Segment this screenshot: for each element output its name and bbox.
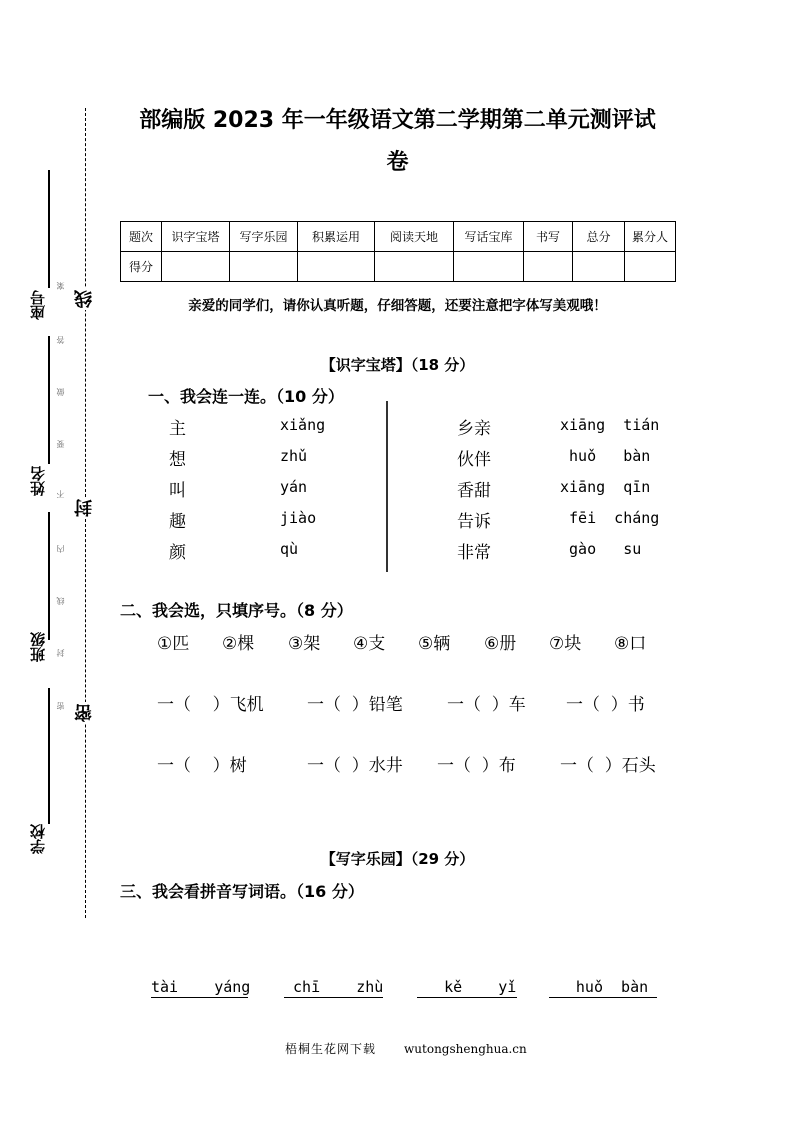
fill-blank-item[interactable]: 一（ ）布 [437, 756, 516, 776]
pinyin-blank[interactable]: chī zhù [284, 978, 393, 996]
match-pinyin-pair: xiāng tián [560, 416, 660, 434]
header-cell: 阅读天地 [375, 222, 454, 252]
option-item: ①匹 [157, 634, 190, 654]
header-cell: 写话宝库 [454, 222, 524, 252]
match-word: 告诉 [457, 512, 491, 532]
match-char: 趣 [169, 512, 186, 532]
match-pinyin: yán [280, 478, 308, 496]
section-heading-xiezi: 【写字乐园】（29 分） [320, 850, 475, 868]
seat-number-line [48, 170, 50, 288]
header-cell: 题次 [121, 222, 162, 252]
match-pinyin: jiào [280, 509, 317, 527]
seal-char-secret: 密 [74, 704, 95, 722]
fill-blank-item[interactable]: 一（ ）水井 [307, 756, 403, 776]
seat-number-label: 座号 [29, 290, 47, 320]
class-label: 班级 [29, 632, 47, 662]
page-title-continued: 卷 [386, 150, 409, 175]
school-label: 学校 [29, 824, 47, 854]
school-line [48, 688, 50, 824]
match-pinyin: xiǎng [280, 416, 326, 434]
question-2-title: 二、我会选，只填序号。（8 分） [120, 601, 353, 620]
match-word: 伙伴 [457, 450, 491, 470]
seal-char-seal: 封 [74, 499, 95, 517]
seal-small-char: 密 [56, 702, 65, 710]
match-char: 颜 [169, 543, 186, 563]
fill-blank-item[interactable]: 一（ ）车 [447, 695, 526, 715]
header-cell: 积累运用 [298, 222, 375, 252]
score-table-header-row [121, 222, 676, 252]
pinyin-blank[interactable]: kě yǐ [417, 978, 535, 996]
match-char: 叫 [169, 481, 186, 501]
match-word: 非常 [457, 543, 491, 563]
header-cell: 写字乐园 [230, 222, 298, 252]
option-item: ④支 [353, 634, 386, 654]
header-cell: 书写 [524, 222, 573, 252]
match-char: 想 [169, 450, 186, 470]
section-heading-shizi: 【识字宝塔】（18 分） [320, 356, 475, 374]
footer-url[interactable]: wutongshenghua.cn [404, 1042, 527, 1056]
question-3-title: 三、我会看拼音写词语。（16 分） [120, 882, 364, 901]
name-label: 姓名 [29, 466, 47, 496]
fill-blank-item[interactable]: 一（ ）石头 [560, 756, 656, 776]
score-cell-yuedu[interactable] [375, 252, 454, 282]
seal-small-char: 不 [56, 490, 65, 498]
seal-small-char: 线 [56, 597, 65, 605]
score-cell-jilei[interactable] [298, 252, 375, 282]
fill-blank-item[interactable]: 一（ ）树 [157, 756, 247, 776]
match-pinyin-pair: fēi cháng [560, 509, 660, 527]
header-cell: 总分 [573, 222, 625, 252]
match-pinyin-pair: gào su [560, 540, 642, 558]
seal-char-line: 线 [74, 290, 95, 308]
fill-blank-item[interactable]: 一（ ）书 [566, 695, 645, 715]
score-cell-grader[interactable] [625, 252, 676, 282]
option-item: ⑧口 [614, 634, 647, 654]
option-item: ⑥册 [484, 634, 517, 654]
score-cell-shizi[interactable] [162, 252, 230, 282]
matching-divider [386, 401, 388, 572]
fill-blank-item[interactable]: 一（ ）飞机 [157, 695, 264, 715]
fill-blank-item[interactable]: 一（ ）铅笔 [307, 695, 403, 715]
match-pinyin: zhǔ [280, 447, 308, 465]
match-word: 香甜 [457, 481, 491, 501]
notice-text: 亲爱的同学们，请你认真听题，仔细答题，还要注意把字体写美观哦！ [188, 298, 607, 314]
footer [285, 1040, 555, 1057]
class-line [48, 512, 50, 640]
seal-small-char: 做 [56, 388, 65, 396]
option-item: ⑤辆 [418, 634, 451, 654]
name-line [48, 336, 50, 464]
pinyin-blank[interactable]: huǒ bàn [549, 978, 657, 998]
header-cell: 识字宝塔 [162, 222, 230, 252]
match-pinyin-pair: xiāng qīn [560, 478, 651, 496]
seal-small-char: 案 [56, 282, 65, 290]
match-pinyin: qù [280, 540, 299, 558]
score-table-score-row [121, 252, 676, 282]
match-char: 主 [169, 419, 186, 439]
page-title: 部编版 2023 年一年级语文第二学期第二单元测评试 [139, 108, 656, 133]
pinyin-blank[interactable]: tài yáng [151, 978, 251, 996]
score-cell-total[interactable] [573, 252, 625, 282]
score-cell-xiehua[interactable] [454, 252, 524, 282]
row-label: 得分 [121, 252, 162, 282]
seal-small-char: 内 [56, 545, 65, 553]
match-word: 乡亲 [457, 419, 491, 439]
score-cell-shuxie[interactable] [524, 252, 573, 282]
seal-small-char: 封 [56, 649, 65, 657]
score-cell-xiezi[interactable] [230, 252, 298, 282]
footer-site-name: 梧桐生花网下载 [285, 1042, 377, 1056]
option-item: ③架 [288, 634, 321, 654]
seal-small-char: 要 [56, 440, 65, 448]
option-item: ⑦块 [549, 634, 582, 654]
score-table [120, 221, 676, 282]
question-1-title: 一、我会连一连。（10 分） [148, 387, 344, 406]
match-pinyin-pair: huǒ bàn [560, 447, 651, 465]
seal-small-char: 答 [56, 336, 65, 344]
header-cell: 累分人 [625, 222, 676, 252]
option-item: ②棵 [222, 634, 255, 654]
